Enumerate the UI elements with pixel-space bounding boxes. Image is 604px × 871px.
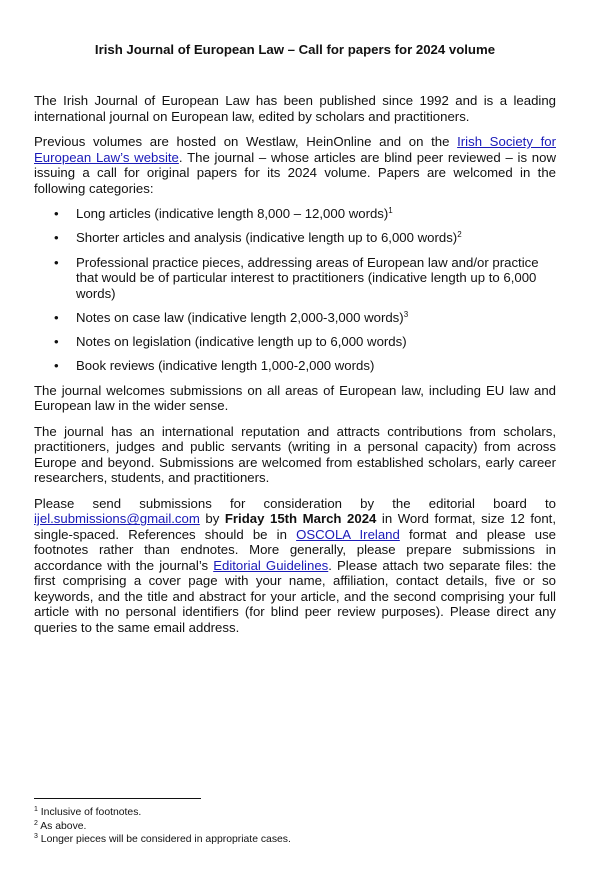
submission-email-link[interactable]: ijel.submissions@gmail.com [34,511,200,527]
categories-list [34,206,556,374]
editorial-guidelines-link[interactable]: Editorial Guidelines [213,557,329,573]
submission-deadline: Friday 15th March 2024 [224,511,377,527]
footnote-text: As above. [37,820,87,832]
footnote-mark: 2 [34,819,38,827]
submission-text-5: . Please attach two separate files: the first comprising a cover page with your name, affiliation, contact details, five or so keywords, and the title and abstract for your article, and the second comprising your full article with no personal identifiers (for blind peer review purposes). Please direct any queries to the same email address. [34,557,556,635]
page-title: Irish Journal of European Law – Call for papers for 2024 volume [94,42,496,57]
footnote-mark: 1 [34,806,38,813]
list-item-text: Professional practice pieces, addressing areas of European law and/or practice that would be of particular interest to practitioners (indicative length up to 6,000 words) [76,254,539,301]
list-item [34,334,556,350]
list-item-text: Book reviews (indicative length 1,000-2,000 words) [76,358,375,374]
footnote [34,833,556,847]
bullet-icon: • [54,358,59,374]
hosting-text-after: . The journal – whose articles are blind peer reviewed – is now issuing a call for original papers for its 2024 volume. Papers are welcomed in the following categories: [34,149,556,196]
footnote-ref: 1 [388,206,393,215]
hosting-text-before: Previous volumes are hosted on Westlaw, HeinOnline and on the [34,134,458,149]
list-item [34,255,556,302]
list-item-text: Shorter articles and analysis (indicative length up to 6,000 words) [76,230,458,246]
submission-text-4: format and please use footnotes rather than endnotes. More generally, please prepare submissions in accordance with the journal’s [34,526,557,573]
submission-text-2: by [199,511,225,527]
list-item [34,358,556,374]
submission-text-3: in Word format, size 12 font, single-spaced. References should be in [34,511,556,542]
submission-paragraph [34,496,556,636]
bullet-icon: • [54,206,59,221]
footnote-divider [34,798,201,799]
intro-paragraph: The Irish Journal of European Law has been published since 1992 and is a leading international journal on European law, edited by scholars and practitioners. [34,93,556,124]
footnote [34,806,556,820]
bullet-icon: • [54,230,59,246]
list-item [34,310,556,326]
hosting-paragraph [34,134,556,196]
footnote-ref: 2 [457,230,462,240]
bullet-icon: • [54,334,59,350]
list-item-text: Long articles (indicative length 8,000 – 12,000 words) [76,206,389,221]
document-body [34,93,556,645]
reputation-paragraph: The journal has an international reputation and attracts contributions from scholars, practitioners, judges and public servants (writing in a personal capacity) from across Europe and beyond. Submissions are welcomed from established scholars, early career researchers, students, and practitioners. [34,423,556,486]
list-item-text: Notes on legislation (indicative length up to 6,000 words) [76,334,407,350]
list-item [34,230,556,246]
bullet-icon: • [54,254,59,270]
footnote-text: Longer pieces will be considered in appropriate cases. [37,834,291,845]
submission-text-1: Please send submissions for consideration by the editorial board to [34,495,556,511]
isel-website-link[interactable]: Irish Society for European Law’s website [34,134,556,165]
oscola-ireland-link[interactable]: OSCOLA Ireland [296,526,400,542]
footnote-ref: 3 [403,309,409,319]
scope-paragraph: The journal welcomes submissions on all areas of European law, including EU law and European law in the wider sense. [34,382,556,414]
bullet-icon: • [54,309,59,325]
footnote-text: Inclusive of footnotes. [37,807,142,818]
list-item-text: Notes on case law (indicative length 2,000-3,000 words) [76,309,404,325]
footnote-mark: 3 [34,833,38,840]
list-item [34,206,556,222]
footnotes [34,798,556,847]
footnote [34,820,556,834]
